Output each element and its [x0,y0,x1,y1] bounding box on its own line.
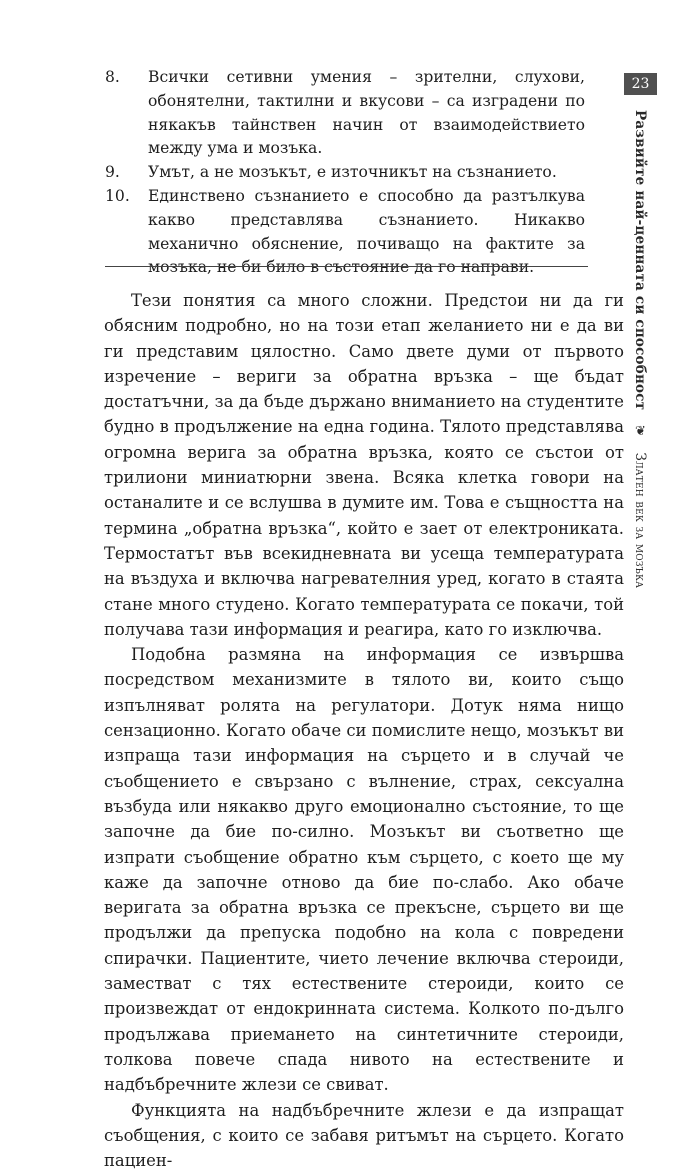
list-item-number: 8. [105,66,120,90]
numbered-list [105,66,585,280]
body-text [104,288,624,1173]
horizontal-divider [105,266,588,267]
paragraph: Подобна размяна на информация се извършва посредством механизмите в тялото ви, които също изпълняват ролята на регулатори. Дотук няма нищо сензационно. Когато обаче си помислите нещо, мозъкът ви изпраща тази информация на сърцето и в случай че съобщението е свързано с вълнение, страх, сексуална възбуда или някакво друго емоционално състояние, то ще започне да бие по-силно. Мозъкът ви съответно ще изпрати съобщение обратно към сърцето, с което ще му каже да започне отново да бие по-слабо. Ако обаче веригата за обратна връзка се прекъсне, сърцето ви ще продължи да препуска подобно на кола с повредени спирачки. Пациентите, чието лечение включва стероиди, заместват с тях естествените стероиди, които се произвеждат от ендокринната система. Колкото по-дълго продължава приемането на синтетичните стероиди, толкова повече спада нивото на естествените и надбъбречните жлези се свиват. [104,642,624,1097]
list-item-text: Умът, а не мозъкът, е източникът на съзнанието. [148,161,585,185]
list-item [105,161,585,185]
chapter-title: Развийте най-ценната си способност [632,110,648,410]
list-item [105,66,585,161]
paragraph: Функцията на надбъбречните жлези е да изпращат съобщения, с които се забавя ритъмът на сърцето. Когато пациен- [104,1098,624,1173]
fleuron-icon: ❦ [628,424,652,439]
list-item-text: Всички сетивни умения – зрителни, слухови, обонятелни, тактилни и вкусови – са изградени по някакъв тайнствен начин от взаимодействието между ума и мозъка. [148,66,585,161]
paragraph: Тези понятия са много сложни. Предстои ни да ги обясним подробно, но на този етап желанието ни е да ви ги представим цялостно. Само двете думи от първото изречение – вериги за обратна връзка – ще бъдат достатъчни, за да бъде държано вниманието на студентите будно в продължение на една година. Тялото представлява огромна верига за обратна връзка, която се състои от трилиони миниатюрни звена. Всяка клетка говори на останалите и се вслушва в думите им. Това е същността на термина „обратна връзка“, който е зает от електрониката. Термостатът във всекидневната ви усеща температурата на въздуха и включва нагревателния уред, когато в стаята стане много студено. Когато температурата се покачи, той получава тази информация и реагира, като го изключва. [104,288,624,642]
list-item-number: 9. [105,161,120,185]
page-number: 23 [624,73,657,95]
list-item-number: 10. [105,185,130,209]
book-title: Златен век за мозъка [632,452,648,588]
running-header [628,110,652,588]
list-item-text: Единствено съзнанието е способно да разтълкува какво представлява съзнанието. Никакво механично обяснение, почиващо на фактите за мозъка, не би било в състояние да го направи. [148,185,585,280]
